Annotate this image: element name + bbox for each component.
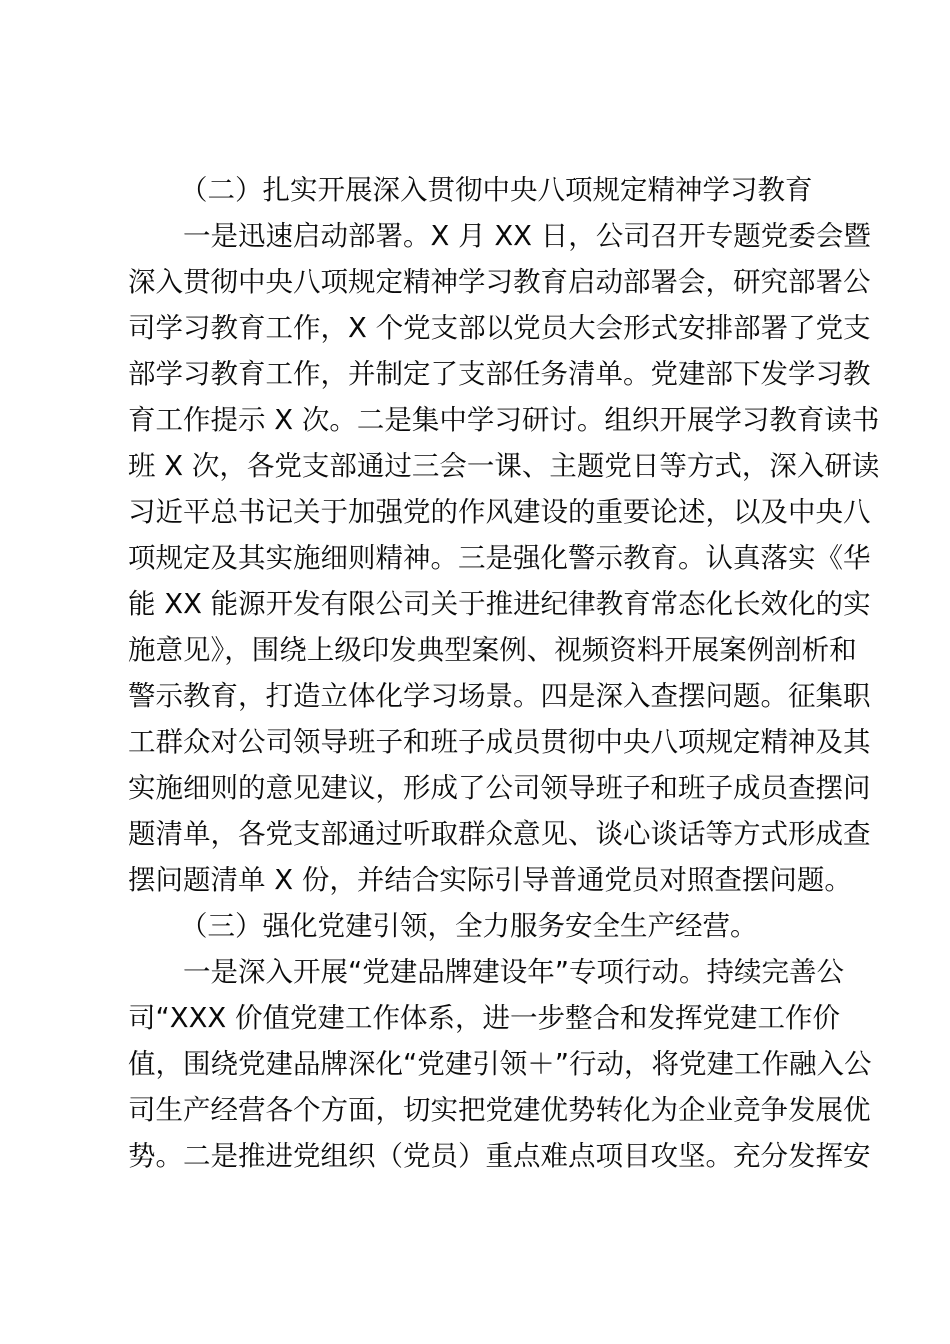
- paragraph-line: 能 XX 能源开发有限公司关于推进纪律教育常态化长效化的实: [128, 588, 871, 620]
- paragraph-line: 题清单，各党支部通过听取群众意见、谈心谈话等方式形成查: [128, 818, 871, 850]
- paragraph-line: 工群众对公司领导班子和班子成员贯彻中央八项规定精神及其: [128, 726, 871, 758]
- paragraph-line: 一是深入开展“党建品牌建设年”专项行动。持续完善公: [183, 956, 844, 988]
- paragraph-line: 班 X 次，各党支部通过三会一课、主题党日等方式，深入研读: [128, 450, 880, 482]
- paragraph-line: 摆问题清单 X 份，并结合实际引导普通党员对照查摆问题。: [128, 864, 852, 896]
- section-heading-2: （二）扎实开展深入贯彻中央八项规定精神学习教育: [180, 174, 813, 206]
- paragraph-line: 项规定及其实施细则精神。三是强化警示教育。认真落实《华: [128, 542, 871, 574]
- paragraph-line: 司学习教育工作，X 个党支部以党员大会形式安排部署了党支: [128, 312, 871, 344]
- paragraph-line: 习近平总书记关于加强党的作风建设的重要论述，以及中央八: [128, 496, 871, 528]
- paragraph-line: 一是迅速启动部署。X 月 XX 日，公司召开专题党委会暨: [183, 220, 871, 252]
- section-heading-3: （三）强化党建引领，全力服务安全生产经营。: [180, 910, 758, 942]
- paragraph-line: 部学习教育工作，并制定了支部任务清单。党建部下发学习教: [128, 358, 871, 390]
- paragraph-line: 深入贯彻中央八项规定精神学习教育启动部署会，研究部署公: [128, 266, 871, 298]
- paragraph-line: 实施细则的意见建议，形成了公司领导班子和班子成员查摆问: [128, 772, 871, 804]
- paragraph-line: 司生产经营各个方面，切实把党建优势转化为企业竞争发展优: [128, 1094, 871, 1126]
- paragraph-line: 育工作提示 X 次。二是集中学习研讨。组织开展学习教育读书: [128, 404, 880, 436]
- paragraph-line: 施意见》，围绕上级印发典型案例、视频资料开展案例剖析和: [128, 634, 857, 666]
- paragraph-line: 司“XXX 价值党建工作体系，进一步整合和发挥党建工作价: [128, 1002, 841, 1034]
- paragraph-line: 值，围绕党建品牌深化“党建引领＋”行动，将党建工作融入公: [128, 1048, 872, 1080]
- paragraph-line: 势。二是推进党组织（党员）重点难点项目攻坚。充分发挥安: [128, 1140, 871, 1172]
- paragraph-line: 警示教育，打造立体化学习场景。四是深入查摆问题。征集职: [128, 680, 871, 712]
